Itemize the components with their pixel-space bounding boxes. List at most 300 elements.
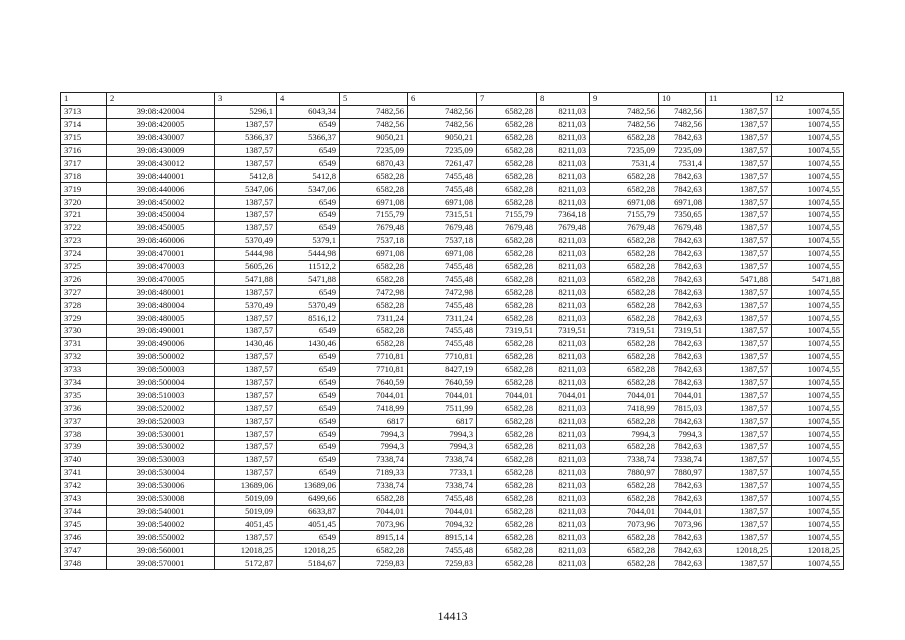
table-cell: 5444,98 (215, 247, 277, 260)
table-cell: 39:08:530008 (107, 492, 215, 505)
table-cell: 6549 (277, 350, 340, 363)
table-cell: 6582,28 (477, 337, 537, 350)
table-cell: 5444,98 (277, 247, 340, 260)
table-cell: 8211,03 (537, 415, 590, 428)
table-row (61, 105, 844, 118)
table-cell: 3717 (61, 157, 107, 170)
table-cell: 7842,63 (659, 170, 706, 183)
table-cell: 8211,03 (537, 453, 590, 466)
table-cell: 7235,09 (408, 144, 477, 157)
table-cell: 10074,55 (772, 428, 844, 441)
table-row (61, 234, 844, 247)
table-row (61, 402, 844, 415)
table-cell: 39:08:430012 (107, 157, 215, 170)
table-cell: 6582,28 (590, 260, 659, 273)
column-header: 2 (107, 93, 215, 106)
table-cell: 3728 (61, 299, 107, 312)
table-cell: 1387,57 (215, 389, 277, 402)
table-cell: 8211,03 (537, 376, 590, 389)
table-cell: 5366,37 (215, 131, 277, 144)
table-cell: 7842,63 (659, 479, 706, 492)
table-row (61, 209, 844, 222)
table-row (61, 350, 844, 363)
table-cell: 10074,55 (772, 170, 844, 183)
table-cell: 3713 (61, 105, 107, 118)
table-cell: 13689,06 (277, 479, 340, 492)
table-cell: 1387,57 (706, 350, 772, 363)
table-cell: 1387,57 (706, 428, 772, 441)
table-row (61, 453, 844, 466)
table-cell: 7319,51 (659, 325, 706, 338)
table-cell: 6582,28 (590, 479, 659, 492)
table-cell: 7455,48 (408, 337, 477, 350)
table-cell: 10074,55 (772, 118, 844, 131)
table-cell: 7880,97 (590, 466, 659, 479)
table-row (61, 273, 844, 286)
table-cell: 6582,28 (340, 492, 408, 505)
table-cell: 8211,03 (537, 196, 590, 209)
table-cell: 7311,24 (340, 312, 408, 325)
table-cell: 6582,28 (477, 492, 537, 505)
table-cell: 7455,48 (408, 273, 477, 286)
table-cell: 7319,51 (590, 325, 659, 338)
table-cell: 5605,26 (215, 260, 277, 273)
table-cell: 7640,59 (408, 376, 477, 389)
table-cell: 1387,57 (215, 118, 277, 131)
table-cell: 1387,57 (215, 453, 277, 466)
table-cell: 10074,55 (772, 312, 844, 325)
table-cell: 1387,57 (215, 144, 277, 157)
table-cell: 6582,28 (477, 299, 537, 312)
column-header: 6 (408, 93, 477, 106)
table-cell: 6582,28 (477, 518, 537, 531)
table-cell: 10074,55 (772, 505, 844, 518)
table-cell: 8211,03 (537, 505, 590, 518)
table-row (61, 337, 844, 350)
table-cell: 6549 (277, 196, 340, 209)
table-cell: 39:08:460006 (107, 234, 215, 247)
table-cell: 6582,28 (477, 350, 537, 363)
table-cell: 10074,55 (772, 260, 844, 273)
table-cell: 10074,55 (772, 441, 844, 454)
table-row (61, 466, 844, 479)
table-cell: 3718 (61, 170, 107, 183)
table-cell: 6582,28 (340, 273, 408, 286)
table-cell: 7842,63 (659, 531, 706, 544)
table-cell: 7842,63 (659, 183, 706, 196)
table-cell: 6971,08 (340, 196, 408, 209)
table-cell: 1387,57 (706, 144, 772, 157)
table-cell: 39:08:510003 (107, 389, 215, 402)
table-cell: 7679,48 (408, 221, 477, 234)
table-cell: 7842,63 (659, 273, 706, 286)
table-cell: 7044,01 (537, 389, 590, 402)
table-cell: 5471,88 (277, 273, 340, 286)
table-cell: 6549 (277, 389, 340, 402)
table-cell: 5366,37 (277, 131, 340, 144)
table-cell: 39:08:470005 (107, 273, 215, 286)
table-cell: 6582,28 (590, 350, 659, 363)
table-cell: 7537,18 (408, 234, 477, 247)
table-row (61, 131, 844, 144)
table-cell: 7311,24 (408, 312, 477, 325)
table-cell: 1387,57 (215, 209, 277, 222)
table-cell: 10074,55 (772, 479, 844, 492)
table-cell: 1387,57 (706, 221, 772, 234)
table-cell: 39:08:500002 (107, 350, 215, 363)
column-header: 10 (659, 93, 706, 106)
table-cell: 7319,51 (477, 325, 537, 338)
table-cell: 7531,4 (590, 157, 659, 170)
table-cell: 7073,96 (659, 518, 706, 531)
table-cell: 7994,3 (340, 428, 408, 441)
table-cell: 6582,28 (340, 299, 408, 312)
table-cell: 1387,57 (706, 402, 772, 415)
table-cell: 7679,48 (659, 221, 706, 234)
table-cell: 10074,55 (772, 402, 844, 415)
table-cell: 1387,57 (706, 157, 772, 170)
table-cell: 10074,55 (772, 234, 844, 247)
table-cell: 7482,56 (408, 118, 477, 131)
table-cell: 13689,06 (215, 479, 277, 492)
table-cell: 1387,57 (706, 492, 772, 505)
table-cell: 7482,56 (590, 118, 659, 131)
table-cell: 39:08:520002 (107, 402, 215, 415)
table-cell: 10074,55 (772, 389, 844, 402)
table-cell: 1387,57 (706, 518, 772, 531)
table-cell: 3741 (61, 466, 107, 479)
table-cell: 5471,88 (706, 273, 772, 286)
table-cell: 39:08:530006 (107, 479, 215, 492)
table-cell: 7842,63 (659, 337, 706, 350)
table-cell: 7044,01 (340, 505, 408, 518)
table-cell: 6549 (277, 402, 340, 415)
table-cell: 7155,79 (590, 209, 659, 222)
table-cell: 8211,03 (537, 234, 590, 247)
table-cell: 10074,55 (772, 492, 844, 505)
table-cell: 39:08:480005 (107, 312, 215, 325)
table-cell: 7235,09 (340, 144, 408, 157)
table-cell: 1387,57 (706, 131, 772, 144)
table-cell: 10074,55 (772, 183, 844, 196)
table-cell: 6582,28 (590, 441, 659, 454)
table-cell: 1387,57 (215, 325, 277, 338)
table-cell: 3736 (61, 402, 107, 415)
table-cell: 6549 (277, 221, 340, 234)
table-cell: 8211,03 (537, 170, 590, 183)
table-cell: 7044,01 (590, 389, 659, 402)
table-cell: 3722 (61, 221, 107, 234)
table-cell: 5370,49 (215, 299, 277, 312)
table-cell: 1387,57 (215, 286, 277, 299)
column-header: 3 (215, 93, 277, 106)
table-cell: 7842,63 (659, 363, 706, 376)
table-cell: 1387,57 (706, 247, 772, 260)
table-cell: 3729 (61, 312, 107, 325)
table-cell: 3745 (61, 518, 107, 531)
table-cell: 8211,03 (537, 531, 590, 544)
table-cell: 10074,55 (772, 247, 844, 260)
table-cell: 7073,96 (590, 518, 659, 531)
table-cell: 8211,03 (537, 286, 590, 299)
table-cell: 8211,03 (537, 299, 590, 312)
table-cell: 1387,57 (215, 157, 277, 170)
table-cell: 6582,28 (477, 441, 537, 454)
table-cell: 1387,57 (706, 453, 772, 466)
table-cell: 1387,57 (215, 428, 277, 441)
table-row (61, 157, 844, 170)
table-row (61, 312, 844, 325)
table-cell: 3724 (61, 247, 107, 260)
table-cell: 3739 (61, 441, 107, 454)
table-cell: 10074,55 (772, 337, 844, 350)
table-cell: 3723 (61, 234, 107, 247)
table-cell: 6582,28 (477, 453, 537, 466)
table-cell: 8211,03 (537, 337, 590, 350)
table-cell: 8211,03 (537, 518, 590, 531)
table-cell: 39:08:430007 (107, 131, 215, 144)
table-cell: 8211,03 (537, 544, 590, 557)
table-cell: 7044,01 (408, 389, 477, 402)
table-cell: 3721 (61, 209, 107, 222)
table-cell: 8211,03 (537, 441, 590, 454)
table-cell: 1387,57 (215, 466, 277, 479)
table-cell: 1387,57 (706, 337, 772, 350)
table-cell: 7338,74 (340, 479, 408, 492)
table-cell: 10074,55 (772, 453, 844, 466)
table-cell: 3737 (61, 415, 107, 428)
table-cell: 39:08:530004 (107, 466, 215, 479)
table-row (61, 428, 844, 441)
table-cell: 5296,1 (215, 105, 277, 118)
table-cell: 1387,57 (706, 234, 772, 247)
table-cell: 7994,3 (340, 441, 408, 454)
table-cell: 7842,63 (659, 350, 706, 363)
table-cell: 3732 (61, 350, 107, 363)
table-cell: 1387,57 (706, 441, 772, 454)
table-cell: 7189,33 (340, 466, 408, 479)
table-row (61, 170, 844, 183)
table-cell: 39:08:540002 (107, 518, 215, 531)
table-cell: 6582,28 (590, 337, 659, 350)
table-cell: 7842,63 (659, 557, 706, 570)
table-cell: 8211,03 (537, 144, 590, 157)
table-cell: 1387,57 (215, 402, 277, 415)
table-cell: 7842,63 (659, 247, 706, 260)
table-row (61, 260, 844, 273)
table-row (61, 544, 844, 557)
table-cell: 39:08:440006 (107, 183, 215, 196)
table-cell: 6633,87 (277, 505, 340, 518)
table-cell: 6582,28 (590, 273, 659, 286)
table-cell: 7315,51 (408, 209, 477, 222)
table-cell: 7044,01 (340, 389, 408, 402)
table-cell: 5347,06 (215, 183, 277, 196)
table-cell: 7044,01 (659, 389, 706, 402)
table-row (61, 479, 844, 492)
table-cell: 7073,96 (340, 518, 408, 531)
table-cell: 10074,55 (772, 131, 844, 144)
table-cell: 7044,01 (477, 389, 537, 402)
table-cell: 6582,28 (477, 144, 537, 157)
table-cell: 1387,57 (706, 118, 772, 131)
table-cell: 8427,19 (408, 363, 477, 376)
table-cell: 10074,55 (772, 415, 844, 428)
table-cell: 3744 (61, 505, 107, 518)
table-cell: 6549 (277, 325, 340, 338)
table-cell: 7261,47 (408, 157, 477, 170)
table-cell: 7155,79 (340, 209, 408, 222)
table-cell: 39:08:480004 (107, 299, 215, 312)
table-row (61, 389, 844, 402)
table-cell: 6582,28 (590, 492, 659, 505)
table-cell: 10074,55 (772, 557, 844, 570)
column-header: 5 (340, 93, 408, 106)
page-number: 14413 (437, 609, 468, 623)
table-row (61, 415, 844, 428)
table-cell: 8211,03 (537, 183, 590, 196)
table-cell: 39:08:420004 (107, 105, 215, 118)
table-cell: 8211,03 (537, 466, 590, 479)
table-cell: 3730 (61, 325, 107, 338)
table-cell: 1387,57 (706, 389, 772, 402)
table-cell: 7482,56 (590, 105, 659, 118)
table-row (61, 325, 844, 338)
table-cell: 7679,48 (537, 221, 590, 234)
table-cell: 7338,74 (408, 453, 477, 466)
table-cell: 10074,55 (772, 466, 844, 479)
table-cell: 8211,03 (537, 273, 590, 286)
table-cell: 6971,08 (590, 196, 659, 209)
table-cell: 8211,03 (537, 402, 590, 415)
table-cell: 7842,63 (659, 234, 706, 247)
table-cell: 1430,46 (277, 337, 340, 350)
table-cell: 1387,57 (706, 196, 772, 209)
table-cell: 6582,28 (340, 544, 408, 557)
table-cell: 7842,63 (659, 376, 706, 389)
table-cell: 1387,57 (215, 221, 277, 234)
table-cell: 6582,28 (590, 531, 659, 544)
column-header: 11 (706, 93, 772, 106)
table-cell: 1387,57 (706, 209, 772, 222)
table-row (61, 118, 844, 131)
table-cell: 6582,28 (590, 363, 659, 376)
table-cell: 8211,03 (537, 260, 590, 273)
table-cell: 8915,14 (340, 531, 408, 544)
table-cell: 6582,28 (477, 157, 537, 170)
table-cell: 7338,74 (590, 453, 659, 466)
table-cell: 3746 (61, 531, 107, 544)
table-cell: 7350,65 (659, 209, 706, 222)
table-cell: 1387,57 (215, 531, 277, 544)
table-cell: 7842,63 (659, 544, 706, 557)
table-cell: 6549 (277, 376, 340, 389)
table-cell: 1387,57 (706, 105, 772, 118)
table-cell: 8211,03 (537, 105, 590, 118)
table-cell: 5172,87 (215, 557, 277, 570)
table-cell: 1387,57 (706, 170, 772, 183)
table-row (61, 441, 844, 454)
table-cell: 10074,55 (772, 376, 844, 389)
table-cell: 6971,08 (408, 247, 477, 260)
table-cell: 8211,03 (537, 492, 590, 505)
table-cell: 3719 (61, 183, 107, 196)
table-row (61, 376, 844, 389)
table-cell: 5184,67 (277, 557, 340, 570)
column-header: 9 (590, 93, 659, 106)
table-cell: 6582,28 (340, 170, 408, 183)
table-cell: 39:08:530002 (107, 441, 215, 454)
table-cell: 6582,28 (477, 363, 537, 376)
table-cell: 6582,28 (477, 131, 537, 144)
column-header: 8 (537, 93, 590, 106)
table-cell: 6582,28 (590, 415, 659, 428)
table-cell: 39:08:540001 (107, 505, 215, 518)
table-cell: 39:08:530001 (107, 428, 215, 441)
table-cell: 3731 (61, 337, 107, 350)
table-cell: 10074,55 (772, 196, 844, 209)
table-cell: 7842,63 (659, 286, 706, 299)
table-cell: 7482,56 (340, 118, 408, 131)
table-cell: 6582,28 (590, 544, 659, 557)
table-cell: 12018,25 (706, 544, 772, 557)
table-cell: 39:08:520003 (107, 415, 215, 428)
table-cell: 6971,08 (659, 196, 706, 209)
table-cell: 6582,28 (590, 312, 659, 325)
table-cell: 6817 (340, 415, 408, 428)
table-cell: 10074,55 (772, 531, 844, 544)
table-cell: 7455,48 (408, 170, 477, 183)
table-cell: 10074,55 (772, 221, 844, 234)
table-cell: 8211,03 (537, 479, 590, 492)
table-cell: 39:08:480001 (107, 286, 215, 299)
table-cell: 1387,57 (215, 376, 277, 389)
table-cell: 3735 (61, 389, 107, 402)
table-cell: 8211,03 (537, 118, 590, 131)
table-cell: 7842,63 (659, 415, 706, 428)
table-cell: 7511,99 (408, 402, 477, 415)
table-cell: 7418,99 (590, 402, 659, 415)
table-cell: 6582,28 (340, 337, 408, 350)
table-cell: 6499,66 (277, 492, 340, 505)
table-cell: 6549 (277, 415, 340, 428)
table-cell: 7679,48 (590, 221, 659, 234)
table-cell: 3714 (61, 118, 107, 131)
table-cell: 7733,1 (408, 466, 477, 479)
table-cell: 1387,57 (706, 415, 772, 428)
table-cell: 6971,08 (408, 196, 477, 209)
table-cell: 6582,28 (477, 273, 537, 286)
table-cell: 1387,57 (706, 286, 772, 299)
table-cell: 6549 (277, 531, 340, 544)
table-cell: 7044,01 (659, 505, 706, 518)
table-cell: 10074,55 (772, 350, 844, 363)
table-cell: 8211,03 (537, 350, 590, 363)
table-row (61, 518, 844, 531)
table-cell: 10074,55 (772, 299, 844, 312)
table-cell: 7455,48 (408, 260, 477, 273)
table-cell: 6582,28 (477, 544, 537, 557)
table-cell: 1387,57 (706, 376, 772, 389)
table-cell: 39:08:430009 (107, 144, 215, 157)
table-row (61, 557, 844, 570)
table-cell: 7338,74 (408, 479, 477, 492)
table-cell: 10074,55 (772, 209, 844, 222)
column-header: 4 (277, 93, 340, 106)
table-cell: 6582,28 (477, 557, 537, 570)
table-cell: 8211,03 (537, 247, 590, 260)
table-cell: 7842,63 (659, 312, 706, 325)
